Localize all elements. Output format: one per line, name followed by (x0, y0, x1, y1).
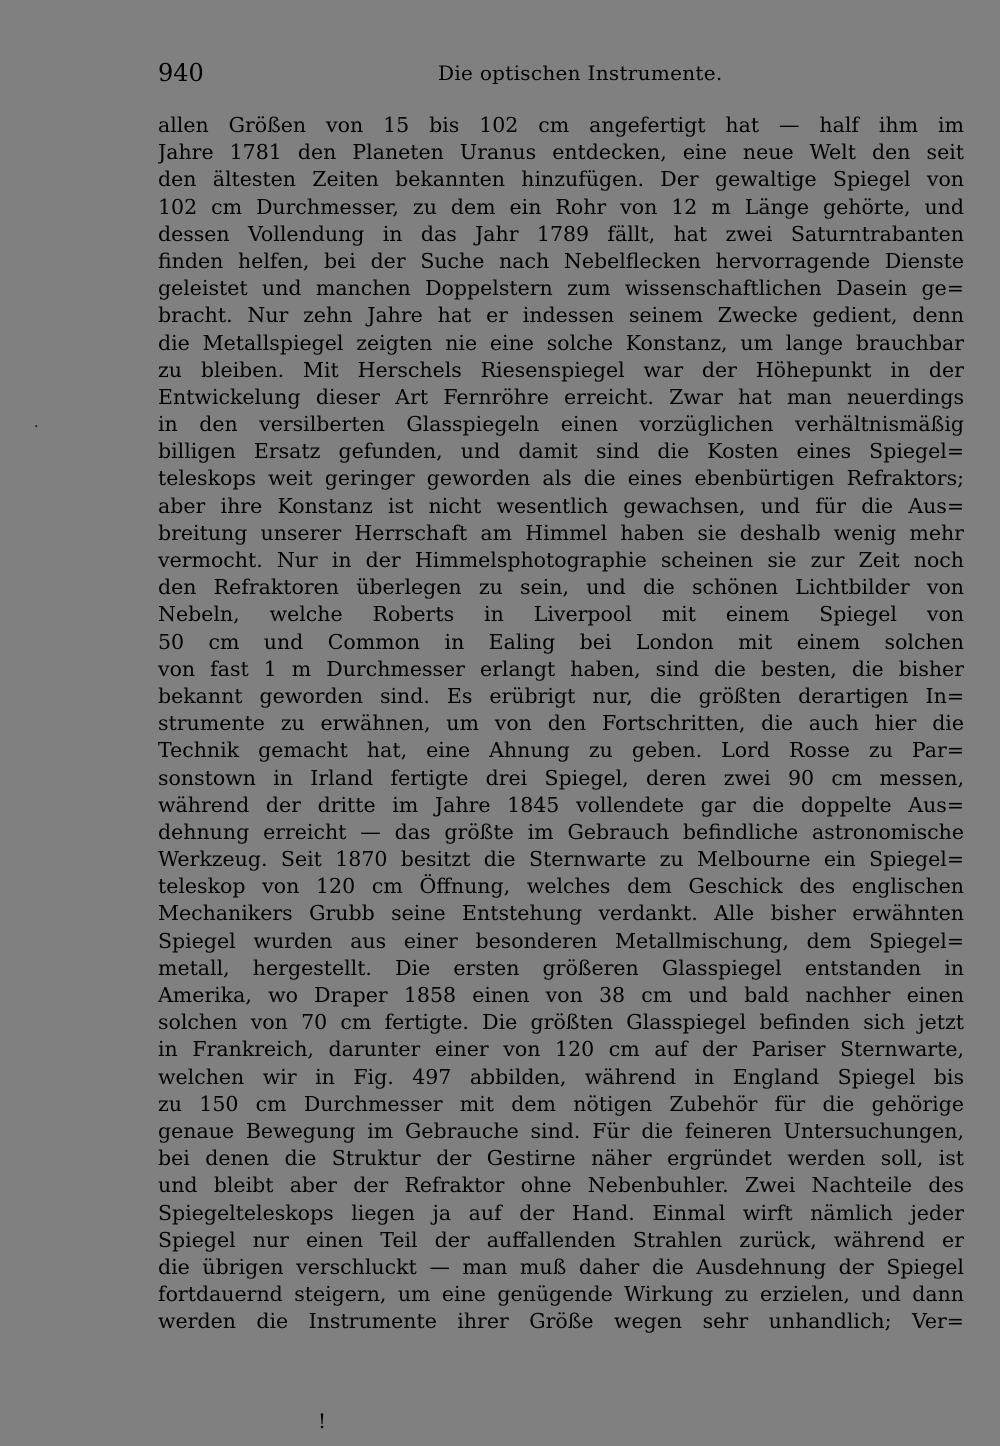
text-line: und bleibt aber der Refraktor ohne Nebenbuhler. Zwei Nachteile des (158, 1173, 964, 1198)
text-line: metall, hergestellt. Die ersten größeren Glasspiegel entstanden in (158, 955, 964, 980)
page-number: 940 (158, 59, 204, 87)
text-line: in den versilberten Glasspiegeln einen vorzüglichen verhältnismäßig (158, 412, 964, 437)
text-line: 50 cm und Common in Ealing bei London mit einem solchen (158, 629, 964, 654)
text-line: bracht. Nur zehn Jahre hat er indessen seinem Zwecke gedient, denn (158, 303, 964, 328)
text-line: allen Größen von 15 bis 102 cm angefertigt hat — half ihm im (158, 113, 964, 137)
text-line: genaue Bewegung im Gebrauche sind. Für die feineren Untersuchungen, (158, 1118, 964, 1143)
text-line: finden helfen, bei der Suche nach Nebelflecken hervorragende Dienste (158, 248, 964, 273)
text-line: dehnung erreicht — das größte im Gebrauch befindliche astronomische (158, 819, 964, 844)
text-line: die übrigen verschluckt — man muß daher die Ausdehnung der Spiegel (158, 1254, 964, 1279)
bottom-tick-mark: ! (318, 1409, 327, 1433)
text-line: Amerika, wo Draper 1858 einen von 38 cm und bald nachher einen (158, 983, 964, 1007)
text-line: in Frankreich, darunter einer von 120 cm auf der Pariser Sternwarte, (158, 1037, 964, 1062)
text-line: aber ihre Konstanz ist nicht wesentlich gewachsen, und für die Aus= (158, 493, 964, 518)
text-line: während der dritte im Jahre 1845 vollendete gar die doppelte Aus= (158, 792, 964, 817)
text-line: Spiegel nur einen Teil der auffallenden Strahlen zurück, während er (158, 1227, 964, 1252)
text-line: Werkzeug. Seit 1870 besitzt die Sternwarte zu Melbourne ein Spiegel= (158, 847, 964, 872)
text-line: Mechanikers Grubb seine Entstehung verdankt. Alle bisher erwähnten (158, 901, 964, 926)
text-line: den Refraktoren überlegen zu sein, und die schönen Lichtbilder von (158, 575, 964, 600)
text-line: strumente zu erwähnen, um von den Fortschritten, die auch hier die (158, 711, 964, 736)
text-line: zu bleiben. Mit Herschels Riesenspiegel war der Höhepunkt in der (158, 357, 964, 382)
text-line: bekannt geworden sind. Es erübrigt nur, die größten derartigen In= (158, 683, 964, 708)
text-line: sonstown in Irland fertigte drei Spiegel, deren zwei 90 cm messen, (158, 765, 964, 790)
text-line: solchen von 70 cm fertigte. Die größten Glasspiegel befinden sich jetzt (158, 1010, 964, 1035)
text-line: fortdauernd steigern, um eine genügende Wirkung zu erzielen, und dann (158, 1282, 964, 1307)
text-line: Nebeln, welche Roberts in Liverpool mit einem Spiegel von (158, 602, 964, 627)
margin-dot: · (34, 419, 39, 435)
text-line: die Metallspiegel zeigten nie eine solche Konstanz, um lange brauchbar (158, 330, 964, 355)
text-line: 102 cm Durchmesser, zu dem ein Rohr von 12 m Länge gehörte, und (158, 194, 964, 219)
text-line: Spiegel wurden aus einer besonderen Metallmischung, dem Spiegel= (158, 928, 964, 953)
text-line: von fast 1 m Durchmesser erlangt haben, sind die besten, die bisher (158, 656, 964, 681)
text-line: Entwickelung dieser Art Fernröhre erreicht. Zwar hat man neuerdings (158, 384, 964, 409)
text-line: werden die Instrumente ihrer Größe wegen sehr unhandlich; Ver= (158, 1309, 964, 1334)
text-line: dessen Vollendung in das Jahr 1789 fällt, hat zwei Saturntrabanten (158, 221, 964, 246)
text-line: welchen wir in Fig. 497 abbilden, während in England Spiegel bis (158, 1064, 964, 1089)
text-line: geleistet und manchen Doppelstern zum wissenschaftlichen Dasein ge= (158, 276, 964, 301)
text-line: breitung unserer Herrschaft am Himmel haben sie deshalb wenig mehr (158, 520, 964, 545)
text-line: billigen Ersatz gefunden, und damit sind die Kosten eines Spiegel= (158, 439, 964, 464)
text-line: teleskop von 120 cm Öffnung, welches dem Geschick des englischen (158, 874, 964, 899)
text-line: Jahre 1781 den Planeten Uranus entdecken, eine neue Welt den seit (158, 140, 964, 165)
text-line: zu 150 cm Durchmesser mit dem nötigen Zubehör für die gehörige (158, 1091, 964, 1116)
page-header (158, 58, 964, 92)
text-line: den ältesten Zeiten bekannten hinzufügen. Der gewaltige Spiegel von (158, 167, 964, 192)
text-line: Technik gemacht hat, eine Ahnung zu geben. Lord Rosse zu Par= (158, 738, 964, 763)
text-line: vermocht. Nur in der Himmelsphotographie scheinen sie zur Zeit noch (158, 548, 964, 572)
running-head: Die optischen Instrumente. (438, 61, 723, 85)
text-line: Spiegelteleskops liegen ja auf der Hand. Einmal wirft nämlich jeder (158, 1200, 964, 1225)
body-text (158, 112, 964, 1335)
text-line: teleskops weit geringer geworden als die eines ebenbürtigen Refraktors; (158, 466, 964, 491)
text-line: bei denen die Struktur der Gestirne näher ergründet werden soll, ist (158, 1146, 964, 1171)
